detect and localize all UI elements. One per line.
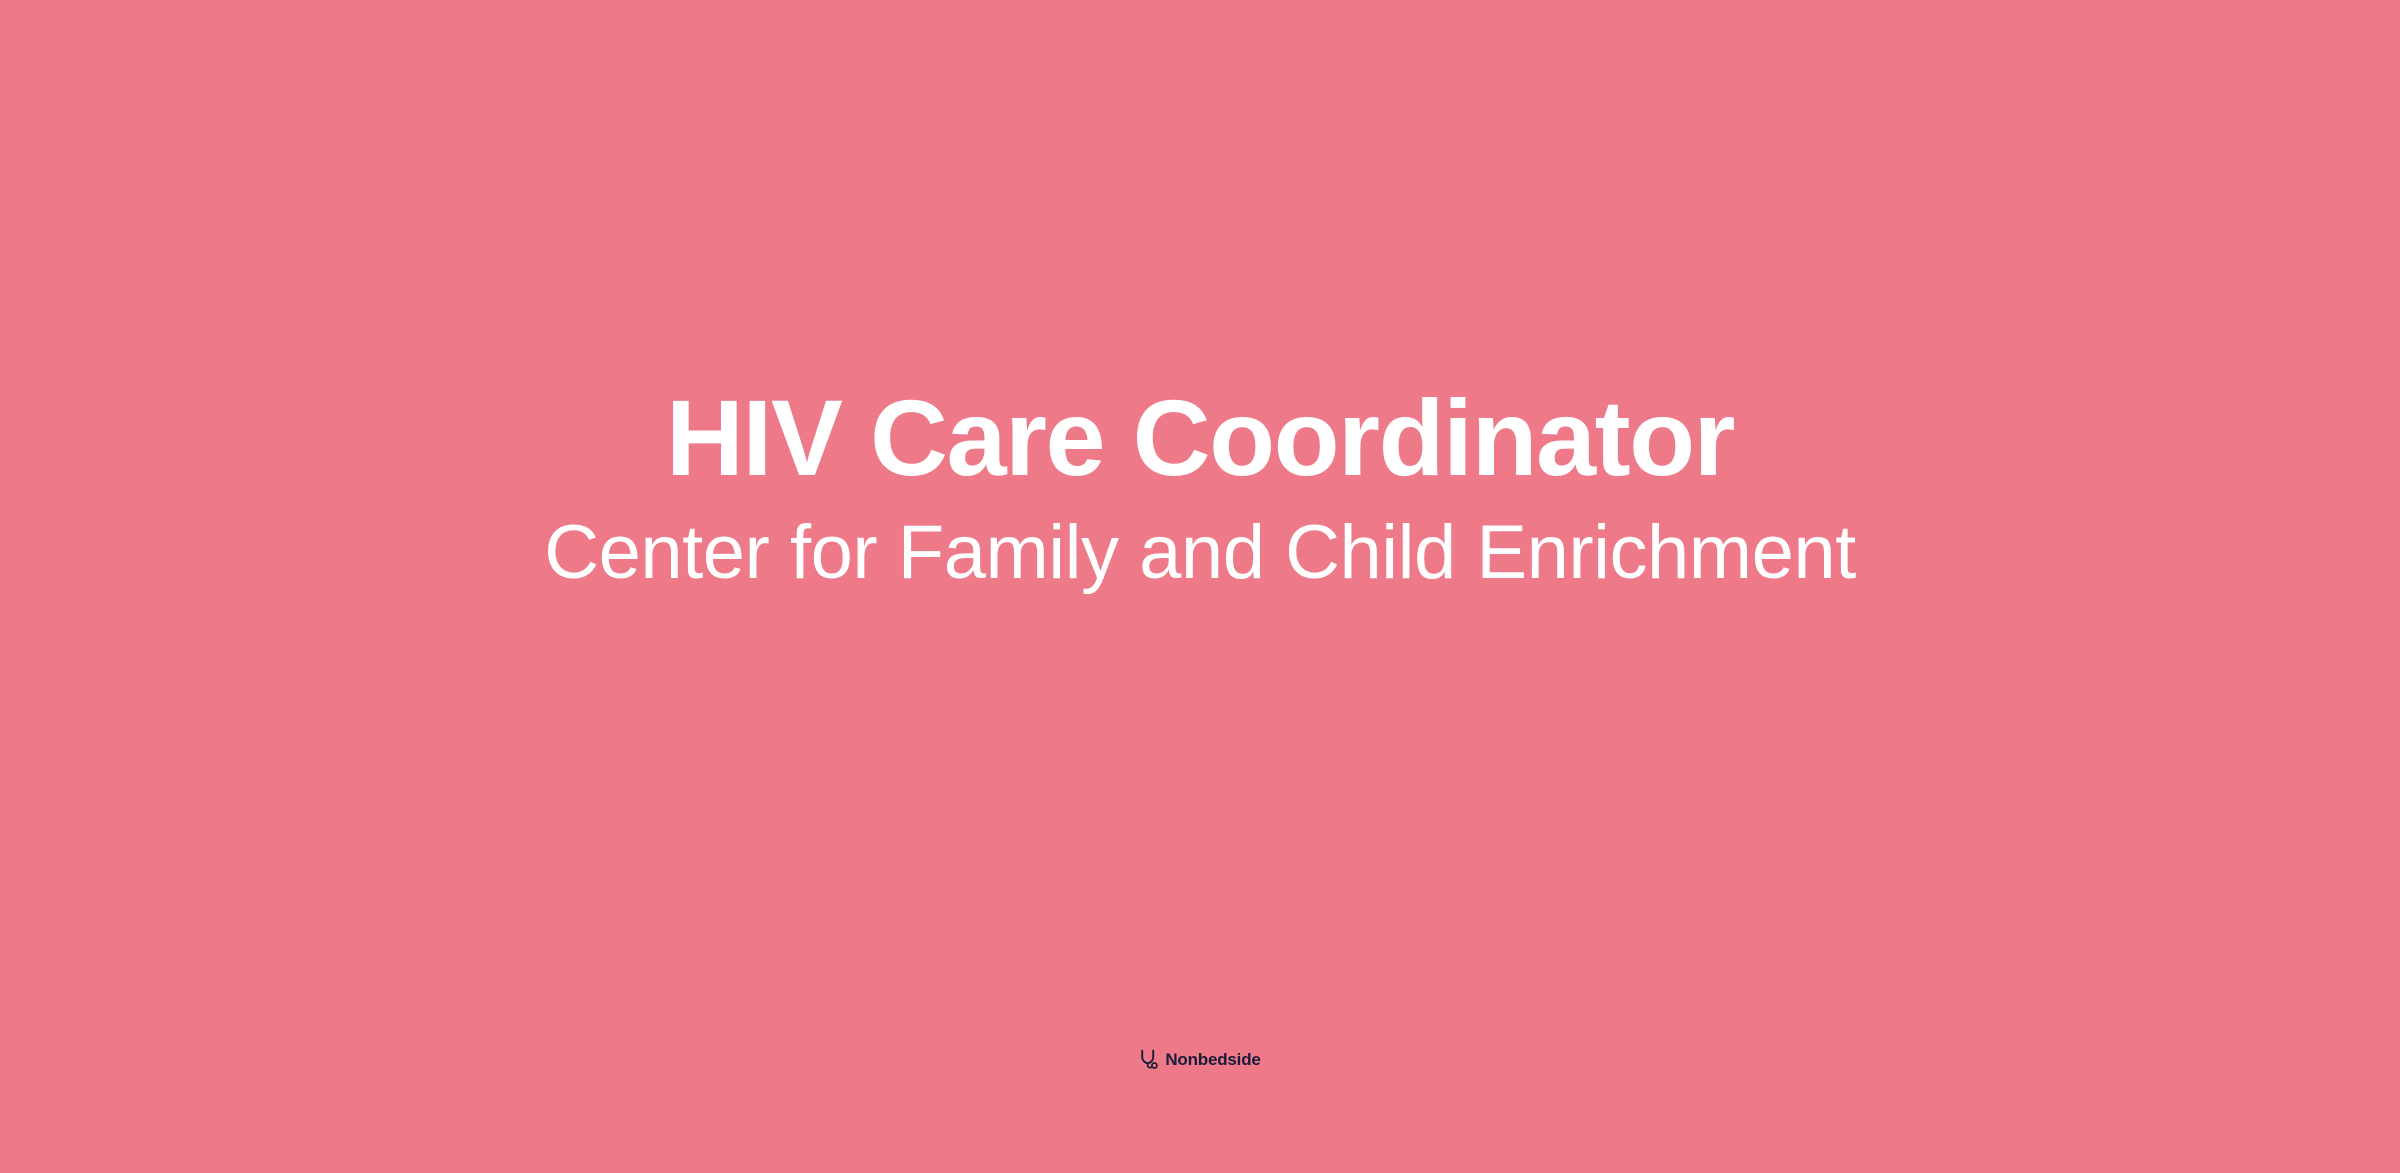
title-block	[0, 377, 2400, 595]
organization-name: Center for Family and Child Enrichment	[544, 509, 1856, 595]
brand-footer	[0, 1049, 2400, 1071]
brand-name: Nonbedside	[1165, 1050, 1261, 1069]
page-title: HIV Care Coordinator	[665, 377, 1735, 498]
stethoscope-icon	[1139, 1049, 1158, 1071]
